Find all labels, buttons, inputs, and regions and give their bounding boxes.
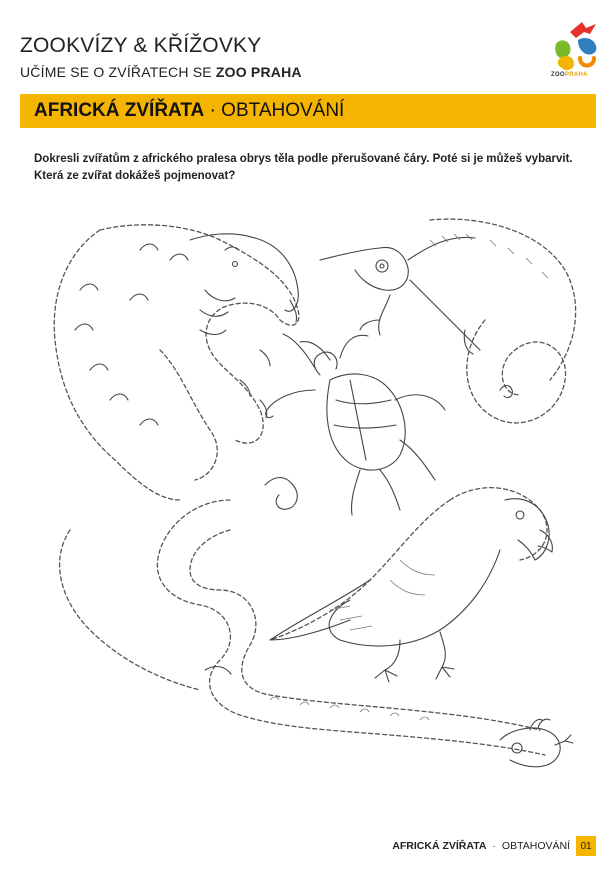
footer xyxy=(392,836,596,856)
page-number: 01 xyxy=(576,836,596,856)
topic-banner xyxy=(20,94,596,128)
banner-text xyxy=(34,100,344,122)
series-title: ZOOKVÍZY & KŘÍŽOVKY xyxy=(20,34,262,57)
footer-separator: · xyxy=(492,840,496,852)
beetle-drawing xyxy=(266,334,445,515)
footer-topic: AFRICKÁ ZVÍŘATA xyxy=(392,840,487,852)
series-subtitle xyxy=(20,64,302,80)
chameleon-drawing xyxy=(320,219,576,423)
banner-separator: · xyxy=(209,100,216,121)
pangolin-drawing xyxy=(54,225,299,509)
footer-activity: OBTAHOVÁNÍ xyxy=(501,840,570,852)
banner-topic: AFRICKÁ ZVÍŘATA xyxy=(34,100,205,121)
tracing-illustration xyxy=(30,200,590,810)
logo-text-zoo: ZOO xyxy=(551,72,565,78)
banner-activity: OBTAHOVÁNÍ xyxy=(221,100,345,121)
subtitle-brand: ZOO PRAHA xyxy=(215,64,302,80)
instructions-text: Dokresli zvířatům z afrického pralesa obrys těla podle přerušované čáry. Poté si je můžeš vybarvit. Která ze zvířat dokážeš pojmenovat? xyxy=(34,153,573,182)
subtitle-prefix: UČÍME SE O ZVÍŘATECH SE xyxy=(20,64,212,80)
logo-text xyxy=(551,72,588,78)
snake-drawing xyxy=(60,500,573,767)
parrot-drawing xyxy=(270,488,552,682)
logo-text-praha: PRAHA xyxy=(564,72,588,78)
